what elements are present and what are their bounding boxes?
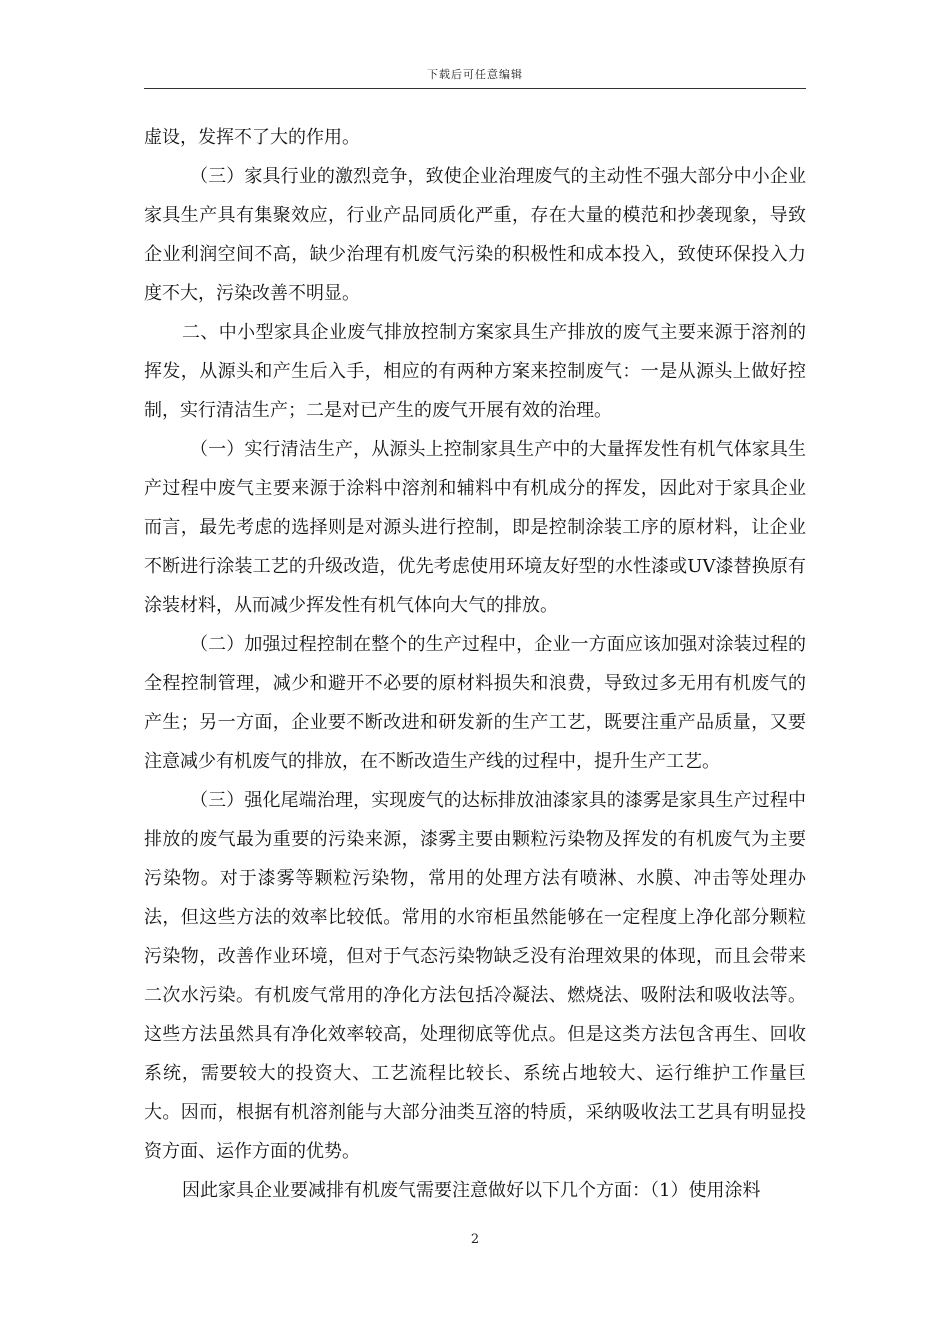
paragraph-clean-production: （一）实行清洁生产，从源头上控制家具生产中的大量挥发性有机气体家具生产过程中废气主要来源于涂料中溶剂和辅料中有机成分的挥发，因此对于家具企业而言，最先考虑的选择则是对源头进行控制，即是控制涂装工序的原材料，让企业不断进行涂装工艺的升级改造，优先考虑使用环境友好型的水性漆或UV漆替换原有涂装材料，从而减少挥发性有机气体向大气的排放。: [144, 439, 806, 616]
paragraph-process-control: （二）加强过程控制在整个的生产过程中，企业一方面应该加强对涂装过程的全程控制管理，减少和避开不必要的原材料损失和浪费，导致过多无用有机废气的产生；另一方面，企业要不断改进和研发新的生产工艺，既要注重产品质量，又要注意减少有机废气的排放，在不断改造生产线的过程中，提升生产工艺。: [144, 634, 806, 772]
header-divider: [144, 88, 806, 89]
paragraph-continuation: 虚设，发挥不了大的作用。: [144, 127, 360, 148]
paragraph-conclusion-start: 因此家具企业要减排有机废气需要注意做好以下几个方面：（1）使用涂料: [182, 1180, 761, 1201]
paragraph-end-treatment: （三）强化尾端治理，实现废气的达标排放油漆家具的漆雾是家具生产过程中排放的废气最为重要的污染来源，漆雾主要由颗粒污染物及挥发的有机废气为主要污染物。对于漆雾等颗粒污染物，常用的处理方法有喷淋、水膜、冲击等处理办法，但这些方法的效率比较低。常用的水帘柜虽然能够在一定程度上净化部分颗粒污染物，改善作业环境，但对于气态污染物缺乏没有治理效果的体现，而且会带来二次水污染。有机废气常用的净化方法包括冷凝法、燃烧法、吸附法和吸收法等。这些方法虽然具有净化效率较高，处理彻底等优点。但是这类方法包含再生、回收系统，需要较大的投资大、工艺流程比较长、系统占地较大、运行维护工作量巨大。因而，根据有机溶剂能与大部分油类互溶的特质，采纳吸收法工艺具有明显投资方面、运作方面的优势。: [144, 790, 806, 1162]
paragraph-section-3-competition: （三）家具行业的激烈竞争，致使企业治理废气的主动性不强大部分中小企业家具生产具有集聚效应，行业产品同质化严重，存在大量的模范和抄袭现象，导致企业利润空间不高，缺少治理有机废气污染的积极性和成本投入，致使环保投入力度不大，污染改善不明显。: [144, 166, 806, 304]
page-number: 2: [470, 1232, 480, 1247]
page-header-note: 下载后可任意编辑: [427, 68, 523, 81]
document-body: [144, 118, 806, 1210]
paragraph-control-plan: 二、中小型家具企业废气排放控制方案家具生产排放的废气主要来源于溶剂的挥发，从源头和产生后入手，相应的有两种方案来控制废气：一是从源头上做好控制，实行清洁生产；二是对已产生的废气开展有效的治理。: [144, 322, 806, 421]
